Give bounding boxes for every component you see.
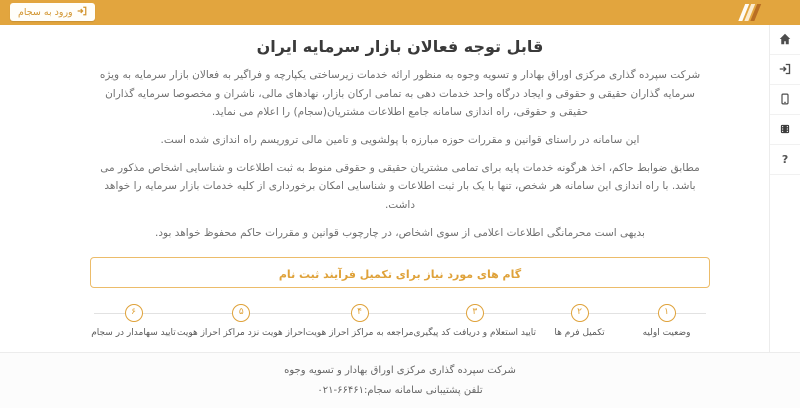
- step-4-label: مراجعه به مراکز احراز هویت: [305, 327, 414, 338]
- sidebar-item-login[interactable]: [770, 55, 800, 85]
- step-6: [90, 304, 177, 338]
- step-5-label: احراز هویت نزد مراکز احراز هویت: [176, 327, 306, 338]
- step-5: [177, 304, 306, 338]
- step-3: [414, 304, 537, 338]
- step-4: [306, 304, 414, 338]
- steps-title: گام های مورد نیاز برای تکمیل فرآیند ثبت نام: [278, 267, 522, 281]
- login-button[interactable]: [10, 3, 95, 21]
- step-5-number: ۵: [232, 304, 250, 322]
- step-6-label: تایید سهامدار در سجام: [91, 327, 176, 338]
- login-button-label: ورود به سجام: [18, 6, 73, 18]
- step-3-label: تایید استعلام و دریافت کد پیگیری: [413, 327, 537, 338]
- page-footer: [0, 352, 800, 408]
- step-1-label: وضعیت اولیه: [642, 327, 691, 338]
- main-content: [90, 25, 710, 382]
- page-title: قابل توجه فعالان بازار سرمایه ایران: [256, 37, 544, 56]
- steps-title-box: [90, 257, 710, 288]
- video-icon: [779, 120, 791, 139]
- help-icon: ?: [781, 153, 789, 166]
- sidebar-item-home[interactable]: [770, 25, 800, 55]
- registration-steps: [90, 304, 710, 346]
- step-2-number: ۲: [571, 304, 589, 322]
- step-2-label: تکمیل فرم ها: [554, 327, 605, 338]
- footer-support-phone: تلفن پشتیبانی سامانه سجام:۶۶۴۶۱-۰۲۱: [317, 384, 483, 396]
- step-1: [623, 304, 710, 338]
- sign-in-icon: [77, 6, 87, 19]
- sidebar-item-mobile-app[interactable]: [770, 85, 800, 115]
- side-toolbar: [769, 25, 800, 352]
- sidebar-item-help[interactable]: [770, 145, 800, 175]
- step-2: [536, 304, 623, 338]
- login-icon: [779, 60, 791, 79]
- step-4-number: ۴: [351, 304, 369, 322]
- sidebar-item-video[interactable]: [770, 115, 800, 145]
- intro-paragraph-3: مطابق ضوابط حاکم، اخذ هرگونه خدمات پایه برای تمامی مشتریان حقیقی و حقوقی منوط به ثبت اطلاعات و شناسایی اشخاص مذکور می باشد. با راه اندازی این سامانه هر شخص، تنها با یک بار ثبت اطلاعات و شناسایی امکان برخورداری از کلیه خدمات بازار سرمایه را خواهد داشت.: [100, 161, 700, 212]
- step-1-number: ۱: [658, 304, 676, 322]
- sejam-logo[interactable]: [734, 2, 764, 23]
- mobile-app-icon: [779, 90, 791, 109]
- top-header-bar: [0, 0, 800, 25]
- home-icon: [779, 30, 791, 49]
- intro-paragraph-1: شرکت سپرده گذاری مرکزی اوراق بهادار و تسویه وجوه به منظور ارائه خدمات زیرساختی یکپارچه و فراگیر به فعالان بازار سرمایه به ویژه سرمایه گذاران حقیقی و حقوقی و ایجاد درگاه واحد خدمات دهی به تمامی ارکان بازار، نهادهای مالی، ناشران و مخصوصا سرمایه گذاران حقیقی و حقوقی، راه اندازی سامانه جامع اطلاعات مشتریان(سجام) را اعلام می نماید.: [99, 69, 701, 119]
- step-3-number: ۳: [466, 304, 484, 322]
- footer-company-name: شرکت سپرده گذاری مرکزی اوراق بهادار و تسویه وجوه: [284, 365, 516, 376]
- intro-paragraph-2: این سامانه در راستای قوانین و مقررات حوزه مبارزه با پولشویی و تامین مالی تروریسم راه اندازی شده است.: [160, 134, 640, 147]
- intro-paragraph-4: بدیهی است محرمانگی اطلاعات اعلامی از سوی اشخاص، در چارچوب قوانین و مقررات حاکم محفوظ خواهد بود.: [155, 226, 645, 239]
- step-6-number: ۶: [125, 304, 143, 322]
